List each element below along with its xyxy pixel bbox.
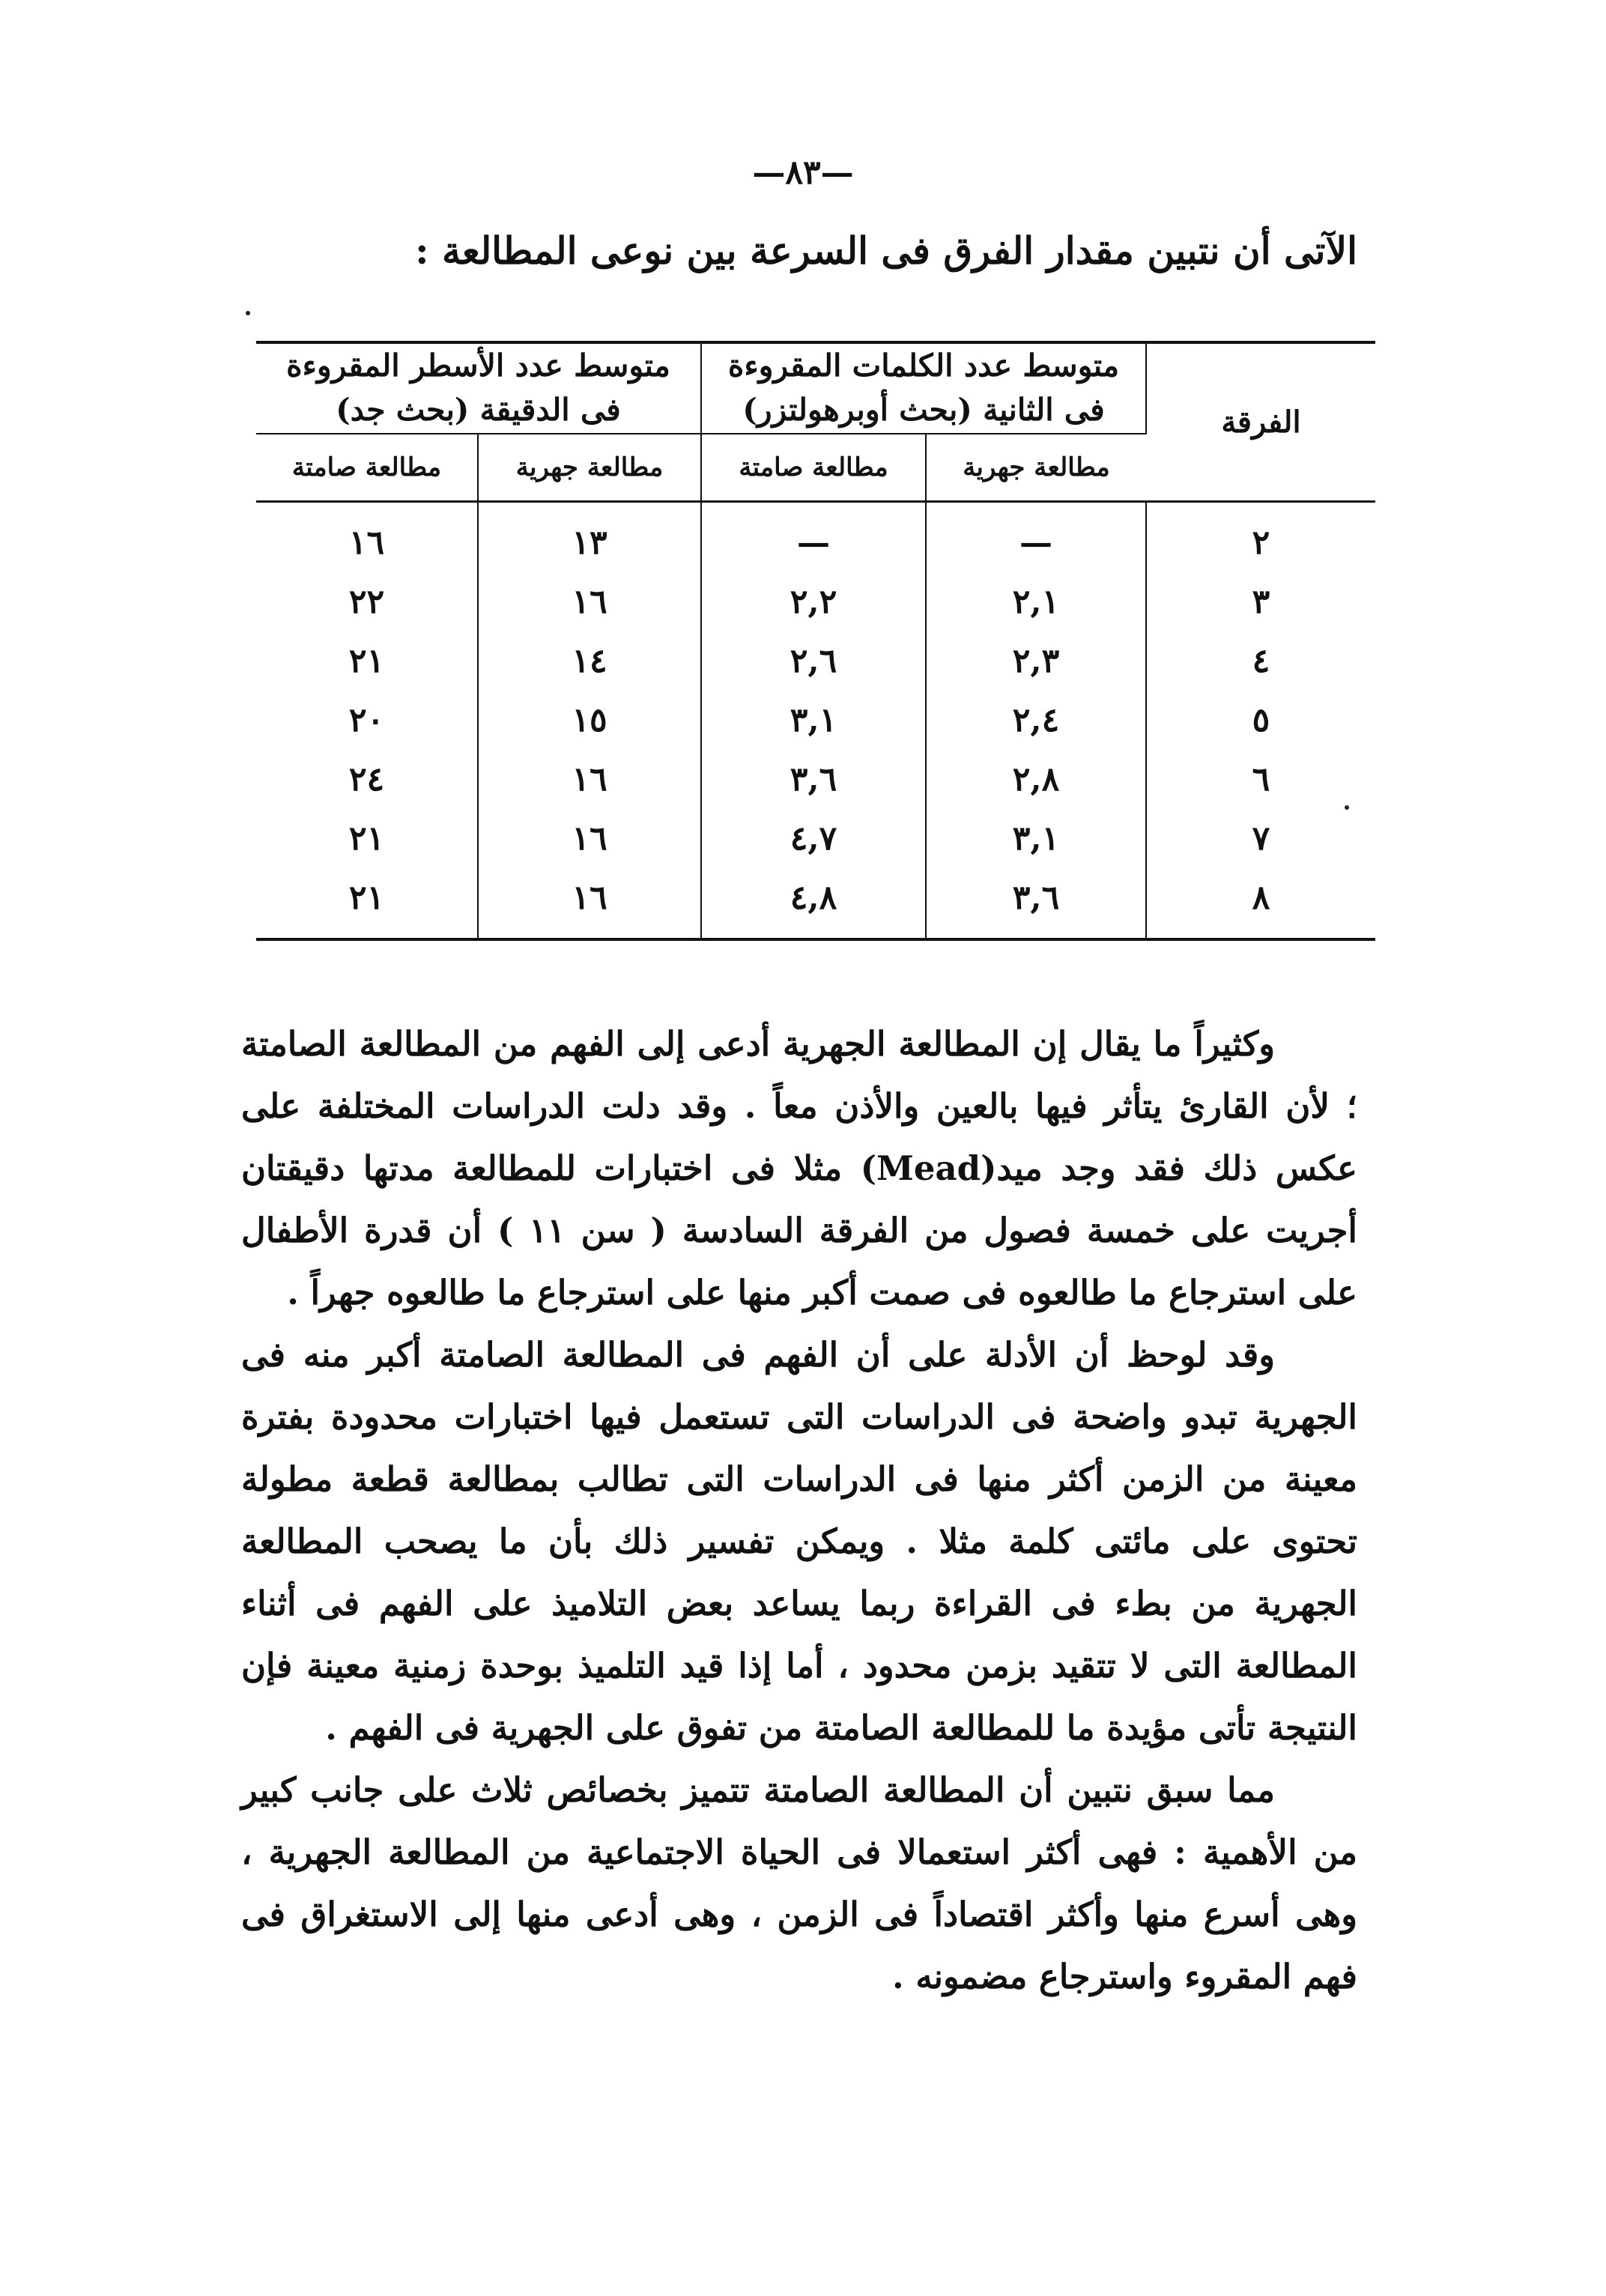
table-header-row	[256, 342, 1375, 434]
cell-words-silent: ٣,٦	[701, 750, 926, 809]
body-text	[241, 1013, 1357, 2008]
table-row	[256, 809, 1375, 868]
cell-lines-silent: ٢٢	[348, 582, 385, 621]
subheader-silent: مطالعة صامتة	[701, 434, 926, 502]
table-row	[256, 501, 1375, 572]
cell-words-oral: —	[926, 501, 1146, 572]
table-row	[256, 572, 1375, 631]
cell-lines-oral: ١٦	[478, 572, 701, 631]
cell-words-oral: ٢,١	[926, 572, 1146, 631]
table-row	[256, 691, 1375, 750]
header-division: الفرقة	[1146, 342, 1375, 501]
paragraph: وقد لوحظ أن الأدلة على أن الفهم فى المطالعة الصامتة أكبر منه فى الجهرية تبدو واضحة فى الدراسات التى تستعمل فيها اختبارات محدودة بفترة معينة من الزمن أكثر منها فى الدراسات التى تطالب بمطالعة قطعة مطولة تحتوى على مائتى كلمة مثلا . ويمكن تفسير ذلك بأن ما يصحب المطالعة الجهرية من بطء فى القراءة ربما يساعد بعض التلاميذ على الفهم فى أثناء المطالعة التى لا تتقيد بزمن محدود ، أما إذا قيد التلميذ بوحدة زمنية معينة فإن النتيجة تأتى مؤيدة ما للمطالعة الصامتة من تفوق على الجهرية فى الفهم .	[241, 1335, 1357, 1748]
cell-words-oral: ٢,٤	[926, 691, 1146, 750]
subheader-silent: مطالعة صامتة	[256, 434, 478, 502]
cell-lines-oral: ١٤	[478, 631, 701, 691]
table-row	[256, 631, 1375, 691]
cell-words-oral: ٢,٣	[926, 631, 1146, 691]
cell-words-silent: ٢,٦	[701, 631, 926, 691]
subheader-oral: مطالعة جهرية	[926, 434, 1146, 502]
cell-lines-oral: ١٦	[478, 868, 701, 939]
cell-division: ٦	[1146, 750, 1375, 809]
cell-words-silent: ٤,٨	[701, 868, 926, 939]
cell-lines-oral: ١٦	[478, 750, 701, 809]
cell-lines-silent: ٢٠	[348, 700, 385, 739]
header-words-line-1: متوسط عدد الكلمات المقروءة	[727, 348, 1120, 384]
cell-words-oral: ٣,٦	[926, 868, 1146, 939]
header-words-per-second	[701, 342, 1146, 434]
cell-lines-oral: ١٣	[478, 501, 701, 572]
cell-division: ٧	[1146, 809, 1375, 868]
cell-words-silent: ٤,٧	[701, 809, 926, 868]
scan-speck	[246, 311, 250, 315]
cell-words-silent: ٣,١	[701, 691, 926, 750]
cell-division: ٢	[1146, 501, 1375, 572]
cell-lines-oral: ١٦	[478, 809, 701, 868]
page-number: —٨٣—	[752, 154, 854, 192]
cell-division: ٤	[1146, 631, 1375, 691]
cell-division: ٣	[1146, 572, 1375, 631]
cell-words-oral: ٣,١	[926, 809, 1146, 868]
paragraph: مما سبق نتبين أن المطالعة الصامتة تتميز بخصائص ثلاث على جانب كبير من الأهمية : فهى أكثر استعمالا فى الحياة الاجتماعية من المطالعة الجهرية ، وهى أسرع منها وأكثر اقتصاداً فى الزمن ، وهى أدعى منها إلى الاستغراق فى فهم المقروء واسترجاع مضمونه .	[241, 1770, 1357, 1996]
table-row	[256, 868, 1375, 939]
header-lines-line-1: متوسط عدد الأسطر المقروءة	[286, 348, 670, 384]
reading-speed-table	[256, 341, 1375, 941]
cell-lines-silent: ٢١	[348, 878, 385, 917]
cell-lines-silent: ٢١	[348, 641, 385, 680]
cell-lines-silent: ١٦	[348, 523, 385, 562]
paragraph: وكثيراً ما يقال إن المطالعة الجهرية أدعى إلى الفهم من المطالعة الصامتة ؛ لأن القارئ يتأثر فيها بالعين والأذن معاً . وقد دلت الدراسات المختلفة على عكس ذلك فقد وجد ميد(Mead) مثلا فى اختبارات للمطالعة مدتها دقيقتان أجريت على خمسة فصول من الفرقة السادسة ( سن ١١ ) أن قدرة الأطفال على استرجاع ما طالعوه فى صمت أكبر منها على استرجاع ما طالعوه جهراً .	[241, 1024, 1357, 1312]
cell-lines-oral: ١٥	[478, 691, 701, 750]
intro-line: الآتى أن نتبين مقدار الفرق فى السرعة بين نوعى المطالعة :	[415, 228, 1357, 273]
cell-division: ٨	[1146, 868, 1375, 939]
cell-lines-silent: ٢٤	[348, 760, 385, 799]
cell-lines-silent: ٢١	[348, 819, 385, 858]
header-lines-line-2: فى الدقيقة (بحث جد)	[336, 392, 621, 428]
header-lines-per-minute	[256, 342, 701, 434]
header-words-line-2: فى الثانية (بحث أوبرهولتزر)	[742, 392, 1105, 428]
cell-words-silent: —	[701, 501, 926, 572]
cell-division: ٥	[1146, 691, 1375, 750]
subheader-oral: مطالعة جهرية	[478, 434, 701, 502]
cell-words-oral: ٢,٨	[926, 750, 1146, 809]
table-row	[256, 750, 1375, 809]
cell-words-silent: ٢,٢	[701, 572, 926, 631]
